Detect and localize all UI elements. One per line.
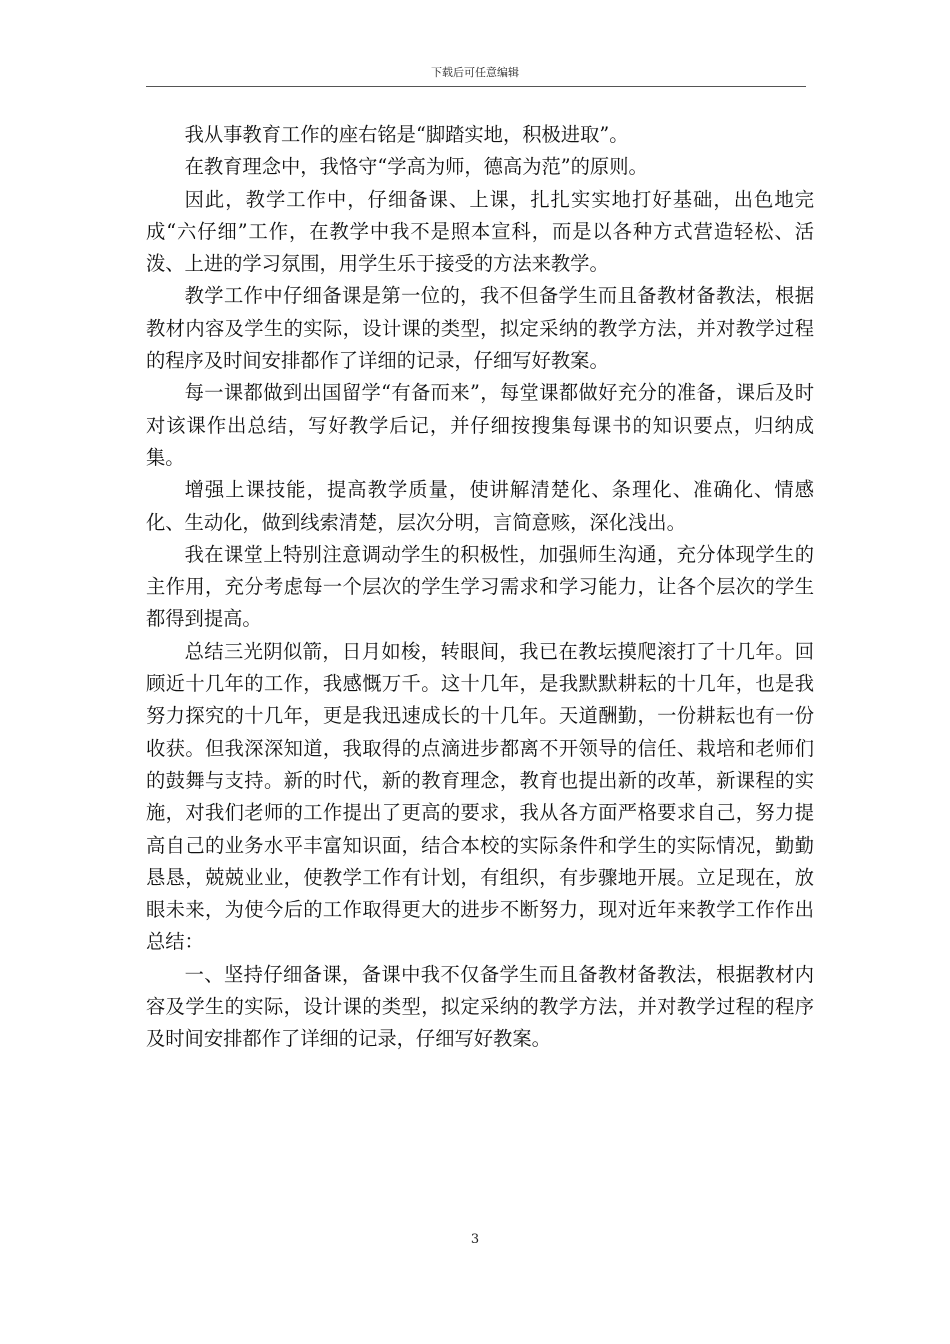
paragraph: 教学工作中仔细备课是第一位的，我不但备学生而且备教材备教法，根据教材内容及学生的实际，设计课的类型，拟定采纳的教学方法，并对教学过程的程序及时间安排都作了详细的记录，仔细写好教案。 xyxy=(146,284,814,373)
document-body xyxy=(146,119,814,1056)
page-header: 下载后可任意编辑 xyxy=(431,66,519,79)
paragraph: 总结三光阴似箭，日月如梭，转眼间，我已在教坛摸爬滚打了十几年。回顾近十几年的工作，我感慨万千。这十几年，是我默默耕耘的十几年，也是我努力探究的十几年，更是我迅速成长的十几年。天道酬勤，一份耕耘也有一份收获。但我深深知道，我取得的点滴进步都离不开领导的信任、栽培和老师们的鼓舞与支持。新的时代，新的教育理念，教育也提出新的改革，新课程的实施，对我们老师的工作提出了更高的要求，我从各方面严格要求自己，努力提高自己的业务水平丰富知识面，结合本校的实际条件和学生的实际情况，勤勤恳恳，兢兢业业，使教学工作有计划，有组织，有步骤地开展。立足现在，放眼未来，为使今后的工作取得更大的进步不断努力，现对近年来教学工作作出总结： xyxy=(146,639,814,954)
paragraph: 我在课堂上特别注意调动学生的积极性，加强师生沟通，充分体现学生的主作用，充分考虑每一个层次的学生学习需求和学习能力，让各个层次的学生都得到提高。 xyxy=(146,542,814,631)
paragraph: 在教育理念中，我恪守“学高为师，德高为范”的原则。 xyxy=(184,155,648,179)
paragraph: 每一课都做到出国留学“有备而来”，每堂课都做好充分的准备，课后及时对该课作出总结，写好教学后记，并仔细按搜集每课书的知识要点，归纳成集。 xyxy=(146,381,814,469)
header-rule xyxy=(146,86,806,87)
page-number: 3 xyxy=(470,1232,480,1247)
paragraph: 增强上课技能，提高教学质量，使讲解清楚化、条理化、准确化、情感化、生动化，做到线索清楚，层次分明，言简意赅，深化浅出。 xyxy=(146,478,814,534)
paragraph: 一、坚持仔细备课，备课中我不仅备学生而且备教材备教法，根据教材内容及学生的实际，设计课的类型，拟定采纳的教学方法，并对教学过程的程序及时间安排都作了详细的记录，仔细写好教案。 xyxy=(146,962,814,1051)
paragraph: 我从事教育工作的座右铭是“脚踏实地，积极进取”。 xyxy=(184,123,629,146)
paragraph: 因此，教学工作中，仔细备课、上课，扎扎实实地打好基础，出色地完成“六仔细”工作，在教学中我不是照本宣科，而是以各种方式营造轻松、活泼、上进的学习氛围，用学生乐于接受的方法来教学。 xyxy=(146,187,814,276)
